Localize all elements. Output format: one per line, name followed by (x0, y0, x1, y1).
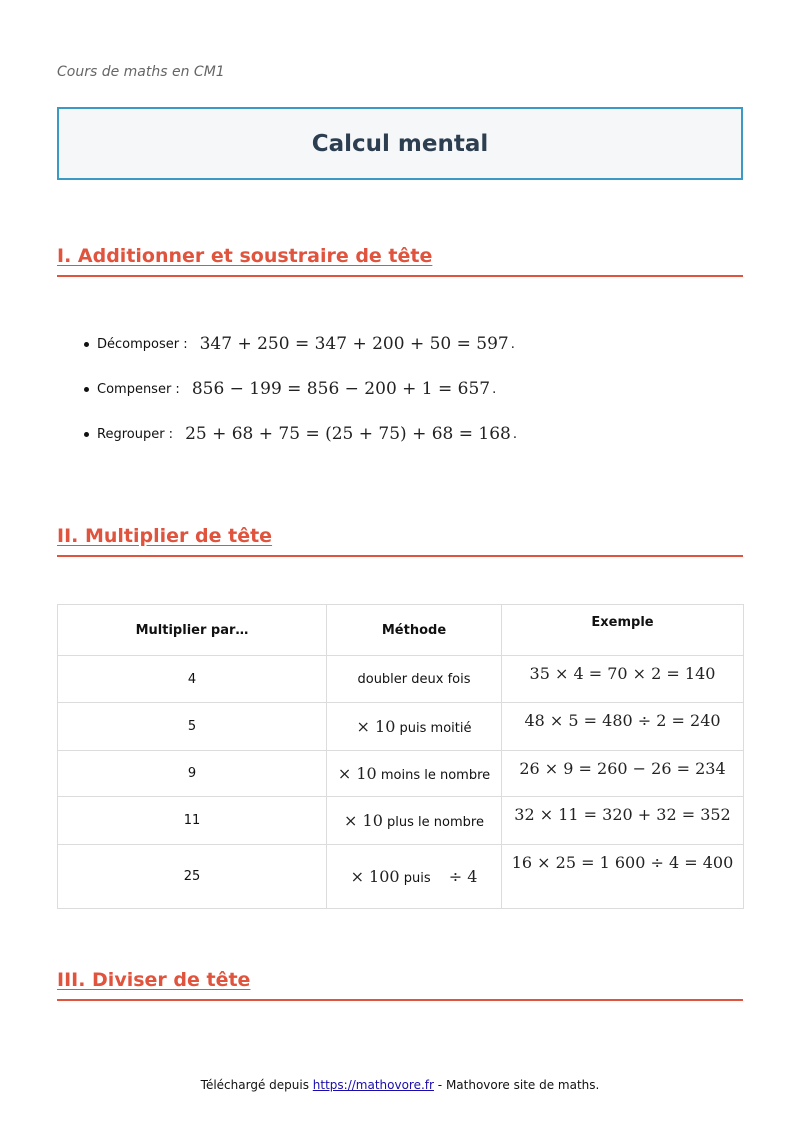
section-heading-text: I. Additionner et soustraire de tête (57, 245, 433, 267)
math-expression: 347 + 250 = 347 + 200 + 50 = 597 (199, 334, 509, 354)
method-text: puis (403, 871, 431, 886)
table-row (58, 845, 744, 909)
period: . (510, 336, 515, 352)
example-cell: 32 × 11 = 320 + 32 = 352 (502, 797, 744, 845)
column-header: Méthode (327, 605, 502, 656)
method-cell (327, 656, 502, 703)
footer-prefix: Téléchargé depuis (200, 1078, 309, 1092)
list-item (84, 422, 517, 446)
section-heading-text: III. Diviser de tête (57, 969, 251, 991)
item-label: Regrouper : (97, 426, 174, 442)
method-cell (327, 797, 502, 845)
section-heading-multiplication (57, 525, 743, 557)
table-header-row (58, 605, 744, 656)
example-cell: 35 × 4 = 70 × 2 = 140 (502, 656, 744, 703)
math-expression: 856 − 199 = 856 − 200 + 1 = 657 (191, 379, 491, 399)
table-row (58, 703, 744, 751)
page-title: Calcul mental (311, 130, 489, 157)
method-cell (327, 751, 502, 797)
example-cell: 48 × 5 = 480 ÷ 2 = 240 (502, 703, 744, 751)
method-text: plus le nombre (387, 815, 484, 830)
bullet-icon (84, 387, 89, 392)
method-cell (327, 703, 502, 751)
bullet-icon (84, 432, 89, 437)
factor-cell: 4 (58, 656, 327, 703)
method-cell (327, 845, 502, 909)
list-item (84, 377, 496, 401)
example-cell: 26 × 9 = 260 − 26 = 234 (502, 751, 744, 797)
method-math: × 10 (356, 717, 396, 736)
period: . (492, 381, 497, 397)
footer-link[interactable]: https://mathovore.fr (312, 1078, 434, 1092)
course-subtitle: Cours de maths en CM1 (57, 64, 225, 80)
method-text: puis moitié (399, 721, 472, 736)
period: . (512, 426, 518, 442)
math-expression: 25 + 68 + 75 = (25 + 75) + 68 = 168 (185, 424, 511, 444)
section-heading-text: II. Multiplier de tête (57, 525, 273, 547)
method-math-2: ÷ 4 (448, 867, 478, 886)
section-heading-division (57, 969, 743, 1001)
method-text: doubler deux fois (357, 671, 471, 687)
table-row (58, 797, 744, 845)
factor-cell: 25 (58, 845, 327, 909)
method-math: × 10 (344, 811, 383, 830)
table-row (58, 656, 744, 703)
method-text: moins le nombre (380, 768, 491, 783)
multiplication-table (57, 604, 744, 909)
column-header: Multiplier par… (58, 605, 327, 656)
list-item (84, 332, 515, 356)
section-heading-addition (57, 245, 743, 277)
footer-suffix: - Mathovore site de maths. (437, 1078, 600, 1092)
footer (0, 1078, 800, 1092)
table-row (58, 751, 744, 797)
column-header: Exemple (502, 605, 744, 656)
item-label: Décomposer : (97, 336, 188, 352)
method-math: × 10 (337, 764, 377, 783)
method-math: × 100 (350, 867, 400, 886)
example-cell: 16 × 25 = 1 600 ÷ 4 = 400 (502, 845, 744, 909)
factor-cell: 5 (58, 703, 327, 751)
title-box (57, 107, 743, 180)
factor-cell: 11 (58, 797, 327, 845)
factor-cell: 9 (58, 751, 327, 797)
item-label: Compenser : (97, 381, 180, 397)
bullet-icon (84, 342, 89, 347)
